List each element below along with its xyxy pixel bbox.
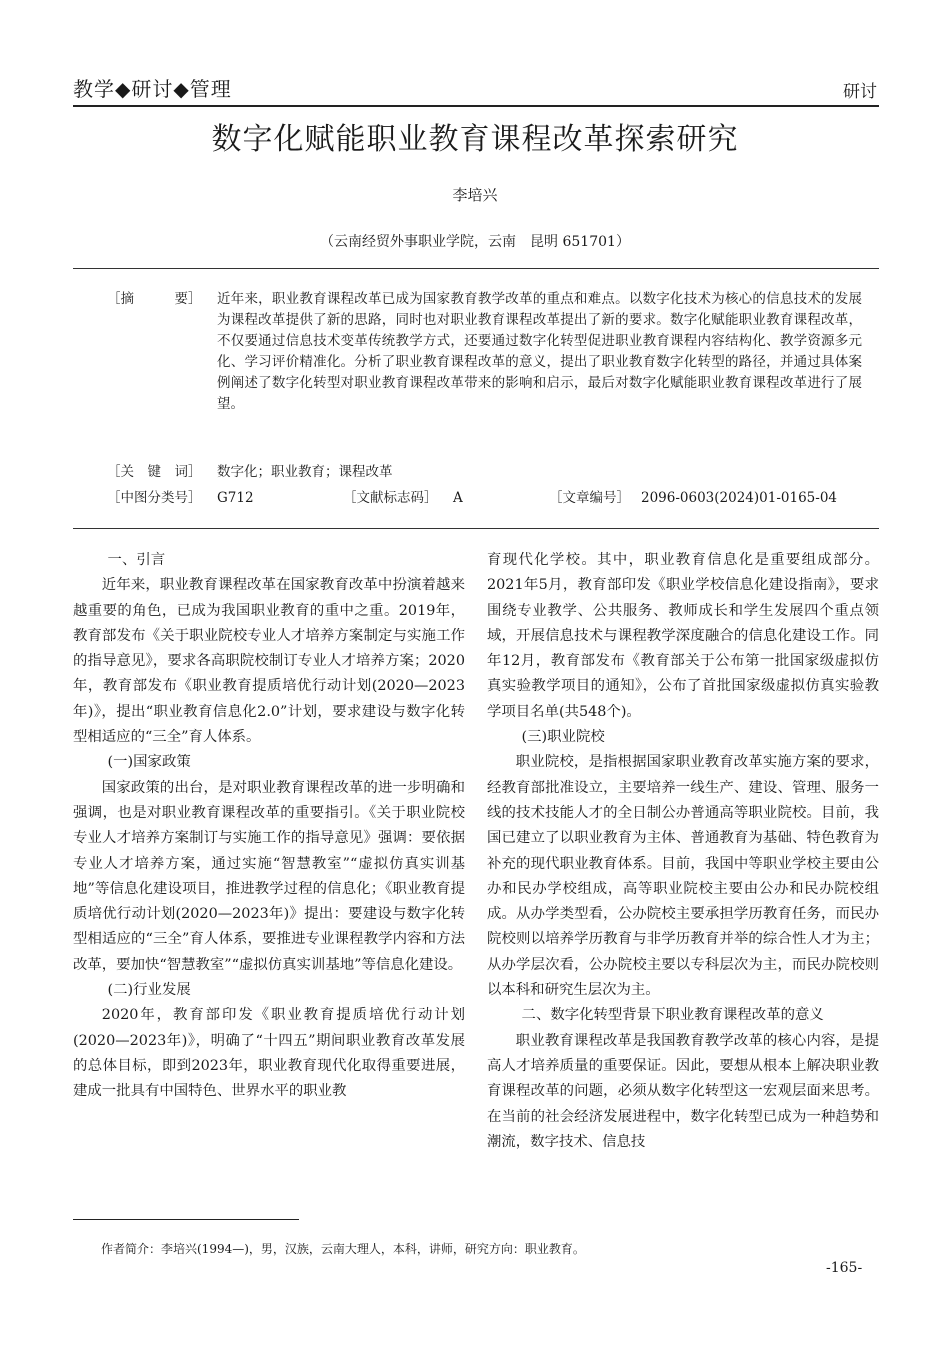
clc-label: ［中图分类号］ bbox=[107, 490, 202, 506]
article-id-label: ［文章编号］ bbox=[549, 490, 630, 506]
footnote-rule bbox=[73, 1219, 299, 1220]
running-head: 教学◆研讨◆管理 bbox=[73, 77, 232, 101]
subsection-heading: (一)国家政策 bbox=[107, 754, 191, 771]
body-top-rule bbox=[73, 528, 879, 529]
paragraph: 国家政策的出台，是对职业教育课程改革的进一步明确和强调，也是对职业教育课程改革的重要指引。《关于职业院校专业人才培养方案制订与实施工作的指导意见》强调：要依据专业人才培养方案，通过实施“智慧教室”“虚拟仿真实训基地”等信息化建设项目，推进教学过程的信息化；《职业教育提质培优行动计划(2020—2023年)》提出：要建设与数字化转型相适应的“三全”育人体系，要推进专业课程教学内容和方法改革，要加快“智慧教室”“虚拟仿真实训基地”等信息化建设。 bbox=[73, 779, 465, 973]
keywords-label: ［关 键 词］ bbox=[107, 464, 202, 480]
section-heading: 二、数字化转型背景下职业教育课程改革的意义 bbox=[521, 1007, 824, 1024]
abstract-text: 近年来，职业教育课程改革已成为国家教育教学改革的重点和难点。以数字化技术为核心的信息技术的发展为课程改革提供了新的思路，同时也对职业教育课程改革提出了新的要求。数字化赋能职业教育课程改革，不仅要通过信息技术变革传统教学方式，还要通过数字化转型促进职业教育课程内容结构化、教学资源多元化、学习评价精准化。分析了职业教育课程改革的意义，提出了职业教育数字化转型的路径，并通过具体案例阐述了数字化转型对职业教育课程改革带来的影响和启示，最后对数字化赋能职业教育课程改革进行了展望。 bbox=[217, 291, 862, 412]
doc-code-label: ［文献标志码］ bbox=[343, 490, 438, 506]
abstract-label: ［摘 要］ bbox=[107, 291, 202, 307]
paragraph-continued: 育现代化学校。其中，职业教育信息化是重要组成部分。2021年5月，教育部印发《职业学校信息化建设指南》，要求围绕专业教学、公共服务、教师成长和学生发展四个重点领域，开展信息技术与课程教学深度融合的信息化建设工作。同年12月，教育部发布《教育部关于公布第一批国家级虚拟仿真实验教学项目的通知》，公布了首批国家级虚拟仿真实验教学项目名单(共548个)。 bbox=[487, 552, 879, 720]
section-tag: 研讨 bbox=[843, 82, 877, 102]
article-id-value: 2096-0603(2024)01-0165-04 bbox=[641, 490, 838, 506]
header-rule bbox=[73, 105, 879, 107]
author-name: 李培兴 bbox=[452, 186, 498, 204]
section-heading: 一、引言 bbox=[107, 552, 166, 568]
paragraph: 2020年，教育部印发《职业教育提质培优行动计划(2020—2023年)》，明确了“十四五”期间职业教育改革发展的总体目标，即到2023年，职业教育现代化取得重要进展，建成一批具有中国特色、世界水平的职业教 bbox=[73, 1007, 465, 1100]
subsection-heading: (三)职业院校 bbox=[521, 729, 605, 746]
doc-code-value: A bbox=[453, 490, 463, 506]
keywords-row bbox=[107, 462, 862, 483]
paragraph: 职业院校，是指根据国家职业教育改革实施方案的要求，经教育部批准设立，主要培养一线生产、建设、管理、服务一线的技术技能人才的全日制公办普通高等职业院校。目前，我国已建立了以职业教育为主体、普通教育为基础、特色教育为补充的现代职业教育体系。目前，我国中等职业学校主要由公办和民办学校组成，高等职业院校主要由公办和民办院校组成。从办学类型看，公办院校主要承担学历教育任务，而民办院校则以培养学历教育与非学历教育并举的综合性人才为主；从办学层次看，公办院校主要以专科层次为主，而民办院校则以本科和研究生层次为主。 bbox=[487, 754, 879, 999]
left-column bbox=[73, 548, 465, 1105]
right-column bbox=[487, 548, 879, 1155]
abstract-top-rule bbox=[73, 268, 879, 269]
abstract-block bbox=[107, 289, 862, 415]
paragraph: 职业教育课程改革是我国教育教学改革的核心内容，是提高人才培养质量的重要保证。因此，要想从根本上解决职业教育课程改革的问题，必须从数字化转型这一宏观层面来思考。在当前的社会经济发展进程中，数字化转型已成为一种趋势和潮流，数字技术、信息技 bbox=[487, 1032, 879, 1150]
author-affiliation: （云南经贸外事职业学院，云南 昆明 651701） bbox=[320, 234, 630, 250]
keywords-text: 数字化；职业教育；课程改革 bbox=[217, 464, 393, 480]
paragraph: 近年来，职业教育课程改革在国家教育改革中扮演着越来越重要的角色，已成为我国职业教育的重中之重。2019年，教育部发布《关于职业院校专业人才培养方案制定与实施工作的指导意见》，要求各高职院校制订专业人才培养方案；2020年，教育部发布《职业教育提质培优行动计划(2020—2023年)》，提出“职业教育信息化2.0”计划，要求建设与数字化转型相适应的“三全”育人体系。 bbox=[73, 577, 465, 746]
page-number: -165- bbox=[826, 1260, 863, 1276]
subsection-heading: (二)行业发展 bbox=[107, 982, 191, 999]
article-title: 数字化赋能职业教育课程改革探索研究 bbox=[211, 122, 739, 157]
author-footnote: 作者简介：李培兴(1994—)，男，汉族，云南大理人，本科，讲师，研究方向：职业教育。 bbox=[101, 1242, 585, 1256]
clc-value: G712 bbox=[217, 490, 254, 506]
